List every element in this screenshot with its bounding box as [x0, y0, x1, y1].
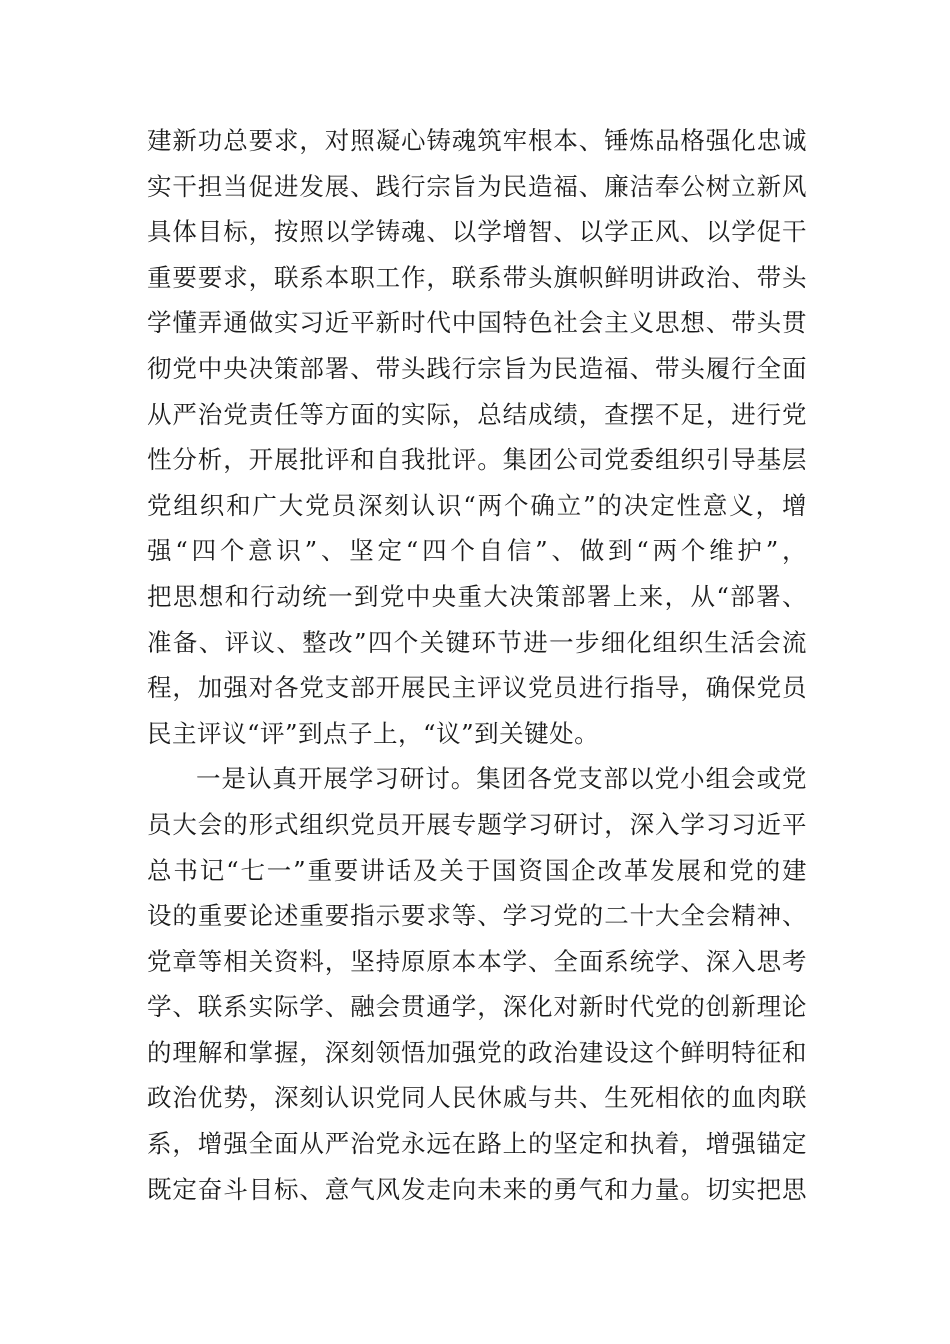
paragraph-1-line: 强“四个意识”、坚定“四个自信”、做到“两个维护”， — [147, 536, 807, 566]
paragraph-1 — [147, 118, 807, 756]
paragraph-1-line: 准备、评议、整改”四个关键环节进一步细化组织生活会流 — [147, 627, 807, 657]
paragraph-2-line: 员大会的形式组织党员开展专题学习研讨，深入学习习近平 — [147, 809, 807, 839]
paragraph-1-line: 彻党中央决策部署、带头践行宗旨为民造福、带头履行全面 — [147, 353, 807, 383]
document-body — [147, 118, 807, 1212]
paragraph-2-line: 学、联系实际学、融会贯通学，深化对新时代党的创新理论 — [147, 992, 807, 1022]
paragraph-2-line: 设的重要论述重要指示要求等、学习党的二十大全会精神、 — [147, 901, 807, 931]
paragraph-2-line: 党章等相关资料，坚持原原本本学、全面系统学、深入思考 — [147, 946, 807, 976]
paragraph-1-line: 实干担当促进发展、践行宗旨为民造福、廉洁奉公树立新风 — [147, 171, 807, 201]
paragraph-1-line: 把思想和行动统一到党中央重大决策部署上来，从“部署、 — [147, 581, 807, 611]
paragraph-1-line: 重要要求，联系本职工作，联系带头旗帜鲜明讲政治、带头 — [147, 262, 807, 292]
paragraph-1-line: 学懂弄通做实习近平新时代中国特色社会主义思想、带头贯 — [147, 308, 807, 338]
paragraph-2-line: 总书记“七一”重要讲话及关于国资国企改革发展和党的建 — [147, 855, 807, 885]
paragraph-2-line: 既定奋斗目标、意气风发走向未来的勇气和力量。切实把思 — [147, 1174, 807, 1204]
paragraph-1-line: 程，加强对各党支部开展民主评议党员进行指导，确保党员 — [147, 673, 807, 703]
paragraph-2-line: 一是认真开展学习研讨。集团各党支部以党小组会或党 — [196, 764, 807, 794]
paragraph-1-line: 具体目标，按照以学铸魂、以学增智、以学正风、以学促干 — [147, 217, 807, 247]
paragraph-1-line: 建新功总要求，对照凝心铸魂筑牢根本、锤炼品格强化忠诚 — [147, 126, 807, 155]
paragraph-2 — [147, 756, 807, 1212]
paragraph-1-line: 从严治党责任等方面的实际，总结成绩，查摆不足，进行党 — [147, 399, 807, 429]
paragraph-2-line: 系，增强全面从严治党永远在路上的坚定和执着，增强锚定 — [147, 1129, 807, 1159]
paragraph-1-line: 党组织和广大党员深刻认识“两个确立”的决定性意义，增 — [147, 490, 807, 520]
paragraph-2-line: 的理解和掌握，深刻领悟加强党的政治建设这个鲜明特征和 — [147, 1037, 807, 1067]
paragraph-1-line: 性分析，开展批评和自我批评。集团公司党委组织引导基层 — [147, 445, 807, 475]
paragraph-2-line: 政治优势，深刻认识党同人民休戚与共、生死相依的血肉联 — [147, 1083, 807, 1113]
paragraph-1-line: 民主评议“评”到点子上，“议”到关键处。 — [147, 718, 600, 748]
